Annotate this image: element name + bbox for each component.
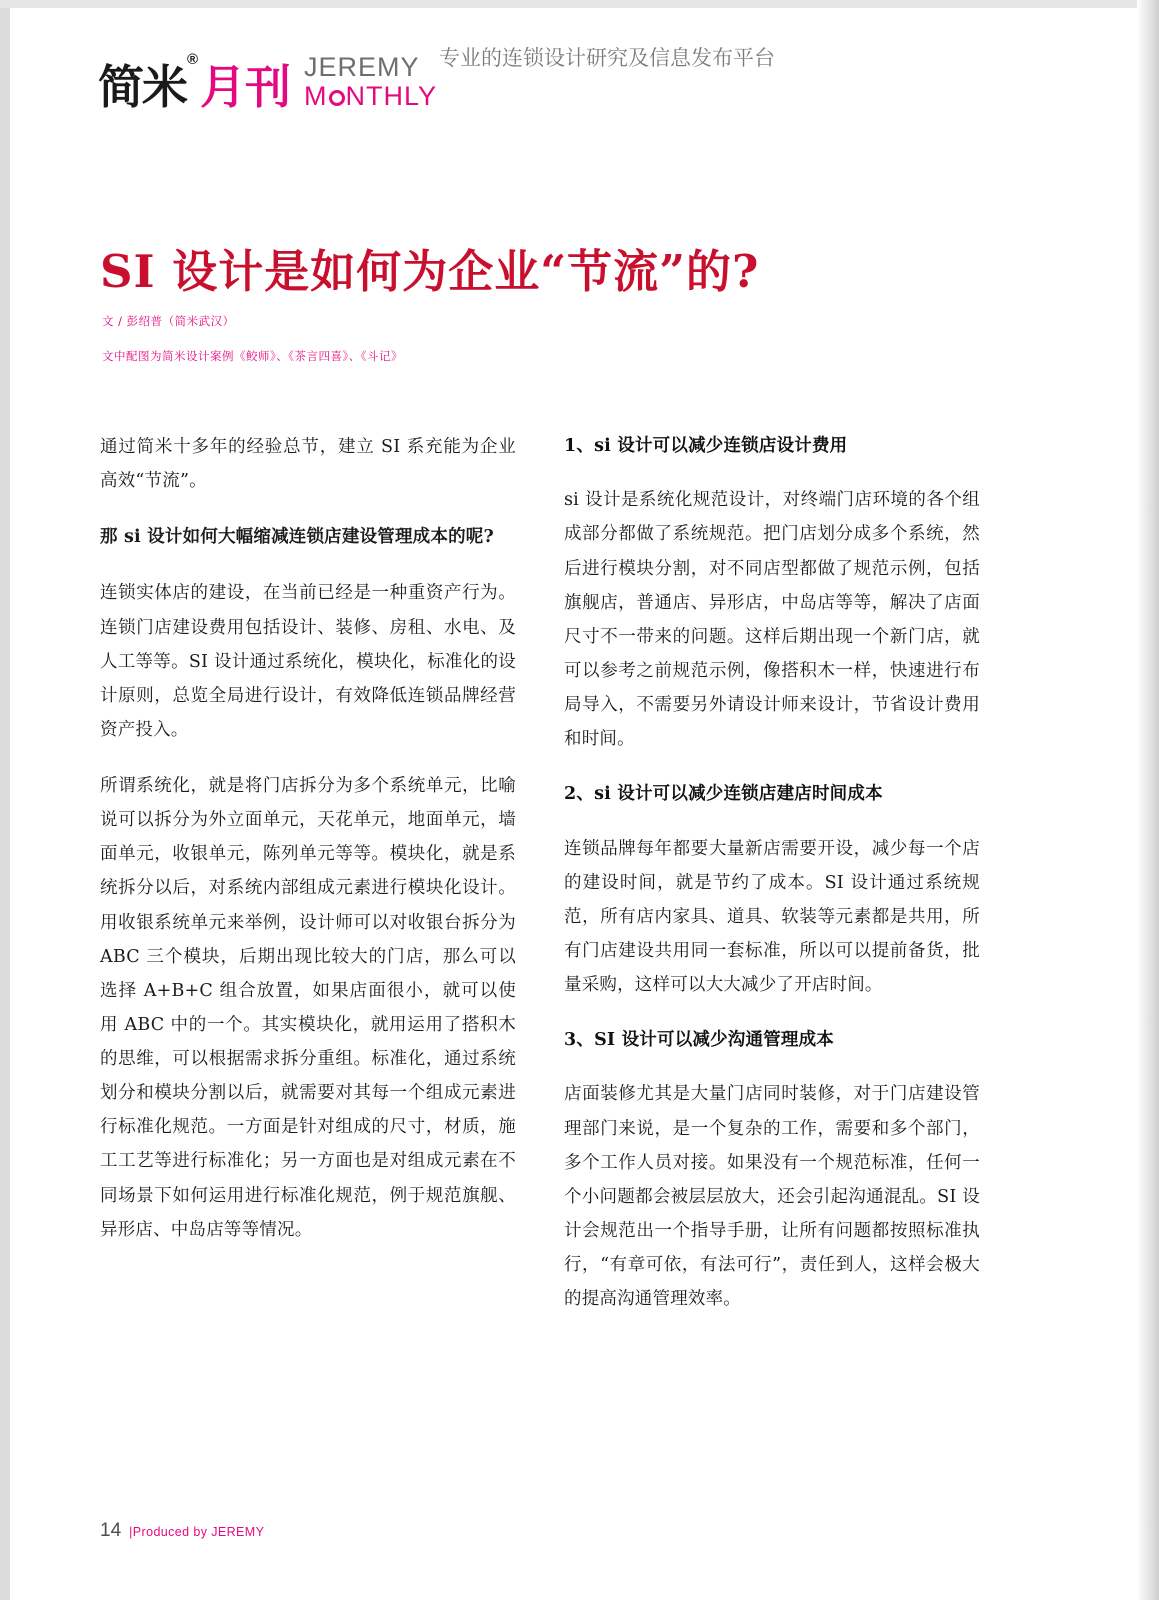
left-column [100,430,516,1338]
paragraph: 店面装修尤其是大量门店同时装修，对于门店建设管理部门来说，是一个复杂的工作，需要和多个部门，多个工作人员对接。如果没有一个规范标准，任何一个小问题都会被层层放大，还会引起沟通混乱。SI 设计会规范出一个指导手册，让所有问题都按照标准执行，“有章可依，有法可行”，责任到人，这样会极大的提高沟通管理效率。 [564,1084,980,1310]
article-image-credit: 文中配图为简米设计案例《鲛师》、《茶言四喜》、《斗记》 [102,349,403,363]
page-edge-left [0,0,10,1600]
logo-chinese-text: 简米 [98,60,186,114]
paragraph: 连锁实体店的建设，在当前已经是一种重资产行为。连锁门店建设费用包括设计、装修、房租、水电、及人工等等。SI 设计通过系统化，模块化，标准化的设计原则，总览全局进行设计，有效降低连锁品牌经营资产投入。 [100,583,516,740]
paragraph: 所谓系统化，就是将门店拆分为多个系统单元，比喻说可以拆分为外立面单元，天花单元，地面单元，墙面单元，收银单元，陈列单元等等。模块化，就是系统拆分以后，对系统内部组成元素进行模块化设计。用收银系统单元来举例，设计师可以对收银台拆分为 ABC 三个模块，后期出现比较大的门店，那么可以选择 A+B+C 组合放置，如果店面很小，就可以使用 ABC 中的一个。其实模块化，就用运用了搭积木的思维，可以根据需求拆分重组。标准化，通过系统划分和模块分割以后，就需要对其每一个组成元素进行标准化规范。一方面是针对组成的尺寸，材质，施工工艺等进行标准化；另一方面也是对组成元素在不同场景下如何运用进行标准化规范，例于规范旗舰、异形店、中岛店等等情况。 [100,776,516,1240]
article-byline: 文 / 彭绍普（简米武汉） [102,314,235,328]
circle-o-icon [329,90,345,106]
page-edge-top [0,0,1159,8]
page-number: 14 [100,1520,122,1541]
logo-monthly-chinese: 月刊 [200,60,290,114]
registered-trademark-icon: ® [186,51,196,68]
page-edge-right [1137,0,1159,1600]
logo-chinese-name [98,51,196,114]
produced-by-label: |Produced by JEREMY [129,1525,265,1539]
article-title: SI 设计是如何为企业“节流”的? [100,245,760,299]
page-footer [100,1520,264,1542]
masthead-tagline: 专业的连锁设计研究及信息发布平台 [439,46,776,70]
logo-jeremy-text: JEREMY [304,52,420,83]
article-body [100,430,980,1338]
section-heading-1: 1、si 设计可以减少连锁店设计费用 [564,436,848,456]
section-heading-3: 3、SI 设计可以减少沟通管理成本 [564,1030,834,1051]
section-heading-2: 2、si 设计可以减少连锁店建店时间成本 [564,784,883,805]
masthead [98,30,776,114]
right-column [564,430,980,1338]
paragraph: 连锁品牌每年都要大量新店需要开设，减少每一个店的建设时间，就是节约了成本。SI 设计通过系统规范，所有店内家具、道具、软装等元素都是共用，所有门店建设共用同一套标准，所以可以提前备货，批量采购，这样可以大大减少了开店时间。 [564,838,980,995]
paragraph-bold-question: 那 si 设计如何大幅缩减连锁店建设管理成本的呢? [100,527,494,548]
logo-english [304,53,437,110]
paragraph: 通过简米十多年的经验总节，建立 SI 系充能为企业高效“节流”。 [100,437,516,492]
logo-monthly-text: M NTHLY [304,80,438,111]
paragraph: si 设计是系统化规范设计，对终端门店环境的各个组成部分都做了系统规范。把门店划分成多个系统，然后进行模块分割，对不同店型都做了规范示例，包括旗舰店，普通店、异形店，中岛店等等，解决了店面尺寸不一带来的问题。这样后期出现一个新门店，就可以参考之前规范示例，像搭积木一样，快速进行布局导入，不需要另外请设计师来设计，节省设计费用和时间。 [564,490,980,750]
